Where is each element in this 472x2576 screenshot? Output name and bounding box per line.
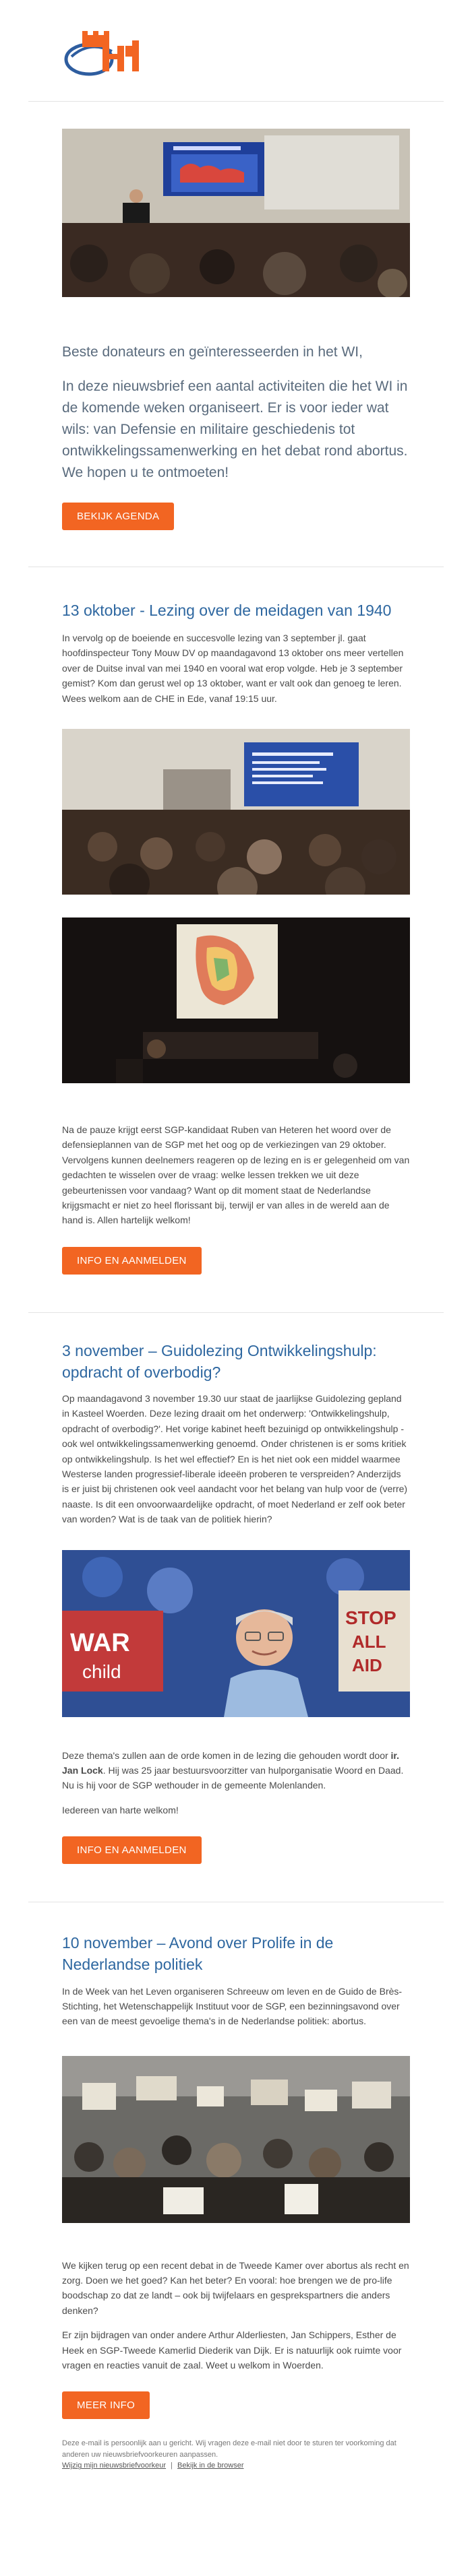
event-contributors: Er zijn bijdragen van onder andere Arthur Alderliesten, Jan Schippers, Esther de Heek en SGP-Tweede Kamerlid Diederik van Dijk. Er is natuurlijk ook ruimte voor vragen en reacties vanuit de zaal. Weet u welkom in Woerden. bbox=[62, 2329, 402, 2371]
header bbox=[0, 0, 472, 101]
event-title: 13 oktober - Lezing over de meidagen van 1940 bbox=[62, 601, 392, 619]
event-description: Op maandagavond 3 november 19.30 uur staat de jaarlijkse Guidolezing gepland in Kasteel Woerden. Deze lezing draait om het onderwerp: 'Ontwikkelingshulp, opdracht of overbodig?'. Het vorige kabinet heeft bezuinigd op ontwikkelingshulp - ook wel ontwikkelingssamenwerking genoemd. Onder christenen is er soms kritiek op ontwikkelingshulp. Is het wel effectief? En is het niet ook een middel waarmee Westerse landen progressief-liberale ideeën proberen te verspreiden? Anderzijds is er juist bij christenen ook veel aandacht voor het belang van hulp voor de (verre) naaste. Is dit een onvoorwaardelijke opdracht, of moet Nederland er zelf ook beter van worden? Wat is de taak van de politiek hierin? bbox=[62, 1393, 408, 1525]
view-in-browser-link[interactable]: Bekijk in de browser bbox=[177, 2461, 244, 2470]
event-title: 10 november – Avond over Prolife in de Nederlandse politiek bbox=[62, 1934, 334, 1974]
all-sign-text: ALL bbox=[352, 1631, 386, 1652]
child-sign-text: child bbox=[82, 1661, 121, 1682]
info-aanmelden-button[interactable]: INFO EN AANMELDEN bbox=[62, 1247, 202, 1275]
speaker-photo-jan-lock bbox=[62, 1550, 410, 1717]
event-section-13-oktober bbox=[0, 600, 472, 1275]
meer-info-button[interactable]: MEER INFO bbox=[62, 2391, 150, 2419]
event-section-10-november bbox=[0, 1932, 472, 2485]
event-description: In vervolg op de boeiende en succesvolle lezing van 3 september jl. gaat hoofdinspecteur Tony Mouw DV op maandagavond 13 oktober ons meer vertellen over de Duitse inval van mei 1940 en vooral wat erop volgde. Heb je 3 september gemist? Kom dan gerust wel op 13 oktober, want er valt ook dan genoeg te leren. Wees welkom aan de CHE in Ede, vanaf 19:15 uur. bbox=[62, 633, 404, 704]
prolife-demonstration-photo bbox=[62, 2056, 410, 2223]
event-title: 3 november – Guidolezing Ontwikkelingshulp: opdracht of overbodig? bbox=[62, 1341, 377, 1381]
divider bbox=[28, 101, 444, 102]
greeting: Beste donateurs en geïnteresseerden in het WI, bbox=[62, 344, 363, 360]
event-section-3-november bbox=[0, 1340, 472, 1864]
aid-sign-text: AID bbox=[352, 1654, 382, 1675]
speaker-name: ir. Jan Lock bbox=[62, 1749, 400, 1776]
lecture-hall-photo bbox=[62, 729, 410, 895]
map-presentation-photo bbox=[62, 917, 410, 1083]
hero-photo-lecture bbox=[62, 129, 410, 297]
event-description: In de Week van het Leven organiseren Schreeuw om leven en de Guido de Brès-Stichting, het Wetenschappelijk Instituut voor de SGP, een bezinningsavond over een van de meest gevoelige thema's in de Nederlandse politiek: abortus. bbox=[62, 1985, 403, 2027]
footer bbox=[62, 2438, 410, 2485]
stop-sign-text: STOP bbox=[345, 1607, 396, 1628]
divider bbox=[28, 1312, 444, 1313]
event-description-continued: Na de pauze krijgt eerst SGP-kandidaat Ruben van Heteren het woord over de defensieplannen van de SGP met het oog op de verkiezingen van 29 oktober. Vervolgens kunnen deelnemers reageren op de lezing en is er gelegenheid om van gedachten te wisselen over de vraag: welke lessen trekken we uit deze gebeurtenissen voor vandaag? Want op dit moment staat de Nederlandse krijgsmacht er niet zo heel florissant bij, terwijl er van alles in de wereld aan de hand is. Allen hartelijk welkom! bbox=[62, 1124, 410, 1226]
footer-note: Deze e-mail is persoonlijk aan u gericht. Wij vragen deze e-mail niet door te sturen ter voorkoming dat anderen uw nieuwsbriefvoorkeuren aanpassen. bbox=[62, 2439, 396, 2459]
war-sign-text: WAR bbox=[70, 1628, 130, 1657]
footer-separator: | bbox=[171, 2461, 173, 2470]
agenda-button[interactable]: BEKIJK AGENDA bbox=[62, 503, 174, 530]
intro-section bbox=[0, 129, 472, 530]
newsletter-preferences-link[interactable]: Wijzig mijn nieuwsbriefvoorkeur bbox=[62, 2461, 167, 2470]
intro-text: In deze nieuwsbrief een aantal activiteiten die het WI in de komende weken organiseert. Er is voor ieder wat wils: van Defensie en militaire geschiedenis tot ontwikkelingssamenwerking en het debat rond abortus. We hopen u te ontmoeten! bbox=[62, 379, 408, 480]
info-aanmelden-button[interactable]: INFO EN AANMELDEN bbox=[62, 1836, 202, 1864]
event-description-continued: We kijken terug op een recent debat in de Tweede Kamer over abortus als recht en zorg. Doen we het goed? Kan het beter? En vooral: hoe brengen we de pro-life boodschap zo dat ze landt – ook bij twijfelaars en gesprekspartners die anders denken? bbox=[62, 2259, 409, 2316]
welcome-text: Iedereen van harte welkom! bbox=[62, 1804, 179, 1815]
wi-logo[interactable] bbox=[62, 27, 143, 81]
speaker-description: Deze thema's zullen aan de orde komen in de lezing die gehouden wordt door ir. Jan Lock. Hij was 25 jaar bestuursvoorzitter van hulporganisatie Woord en Daad. Nu is hij voor de SGP wethouder in de gemeente Molenlanden. bbox=[62, 1749, 404, 1791]
